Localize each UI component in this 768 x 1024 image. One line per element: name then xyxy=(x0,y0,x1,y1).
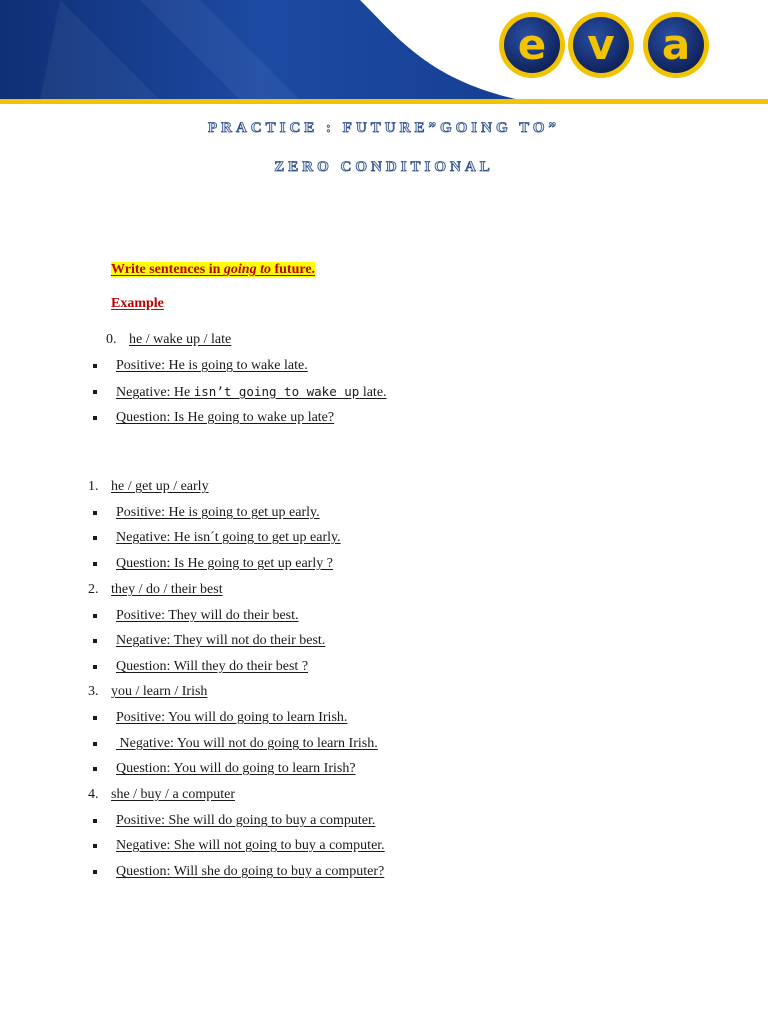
bullet-marker xyxy=(93,614,97,618)
item-positive: Positive: You will do going to learn Irish. xyxy=(116,710,348,725)
bullet-marker xyxy=(93,639,97,643)
bullet-marker xyxy=(93,511,97,515)
instruction-italic: going to xyxy=(223,262,271,277)
item-prompt: you / learn / Irish xyxy=(111,684,208,699)
bullet-marker xyxy=(93,742,97,746)
item-number: 3. xyxy=(88,684,99,699)
item-number: 4. xyxy=(88,787,99,802)
item-question: Question: Will she do going to buy a computer? xyxy=(116,864,385,879)
item-prompt: they / do / their best xyxy=(111,582,223,597)
bullet-marker xyxy=(93,536,97,540)
item-negative: Negative: They will not do their best. xyxy=(116,633,326,648)
bullet-marker xyxy=(93,819,97,823)
item-positive: Positive: He is going to get up early. xyxy=(116,505,320,520)
item-number: 1. xyxy=(88,479,99,494)
bullet-marker xyxy=(93,364,97,368)
item-negative: Negative: She will not going to buy a computer. xyxy=(116,838,385,853)
bullet-marker xyxy=(93,562,97,566)
example-negative-post: late. xyxy=(359,385,387,400)
bullet-marker xyxy=(93,716,97,720)
example-negative-mono: isn’t going to wake up xyxy=(193,384,360,399)
item-question: Question: Is He going to get up early ? xyxy=(116,556,333,571)
item-positive: Positive: She will do going to buy a computer. xyxy=(116,813,376,828)
instruction-prefix: Write sentences in xyxy=(111,262,224,277)
item-prompt: he / get up / early xyxy=(111,479,209,494)
instruction-line xyxy=(111,261,315,279)
example-negative-pre: Negative: He xyxy=(116,385,194,400)
logo-letter-a: a xyxy=(661,20,691,69)
page-subtitle: ZERO CONDITIONAL xyxy=(274,159,494,175)
item-positive: Positive: They will do their best. xyxy=(116,608,299,623)
bullet-marker xyxy=(93,665,97,669)
bullet-marker xyxy=(93,390,97,394)
item-question: Question: You will do going to learn Irish? xyxy=(116,761,356,776)
example-question: Question: Is He going to wake up late? xyxy=(116,410,335,425)
example-number: 0. xyxy=(106,332,117,347)
example-positive: Positive: He is going to wake late. xyxy=(116,358,308,373)
item-question: Question: Will they do their best ? xyxy=(116,659,309,674)
example-label: Example xyxy=(111,296,164,311)
bullet-marker xyxy=(93,416,97,420)
instruction-suffix: future. xyxy=(270,262,316,277)
eva-logo xyxy=(499,12,709,78)
bullet-marker xyxy=(93,844,97,848)
header-graphic xyxy=(0,0,768,108)
example-negative xyxy=(116,383,387,402)
logo-letter-v: v xyxy=(587,20,615,69)
item-negative: Negative: You will not do going to learn Irish. xyxy=(116,736,378,751)
item-number: 2. xyxy=(88,582,99,597)
page-title: PRACTICE : FUTURE”GOING TO” xyxy=(207,120,561,136)
bullet-marker xyxy=(93,767,97,771)
header-banner xyxy=(0,0,768,108)
gold-rule xyxy=(0,99,768,104)
logo-letter-e: e xyxy=(517,20,547,69)
bullet-marker xyxy=(93,870,97,874)
item-negative: Negative: He isn´t going to get up early. xyxy=(116,530,341,545)
item-prompt: she / buy / a computer xyxy=(111,787,236,802)
example-prompt: he / wake up / late xyxy=(129,332,232,347)
